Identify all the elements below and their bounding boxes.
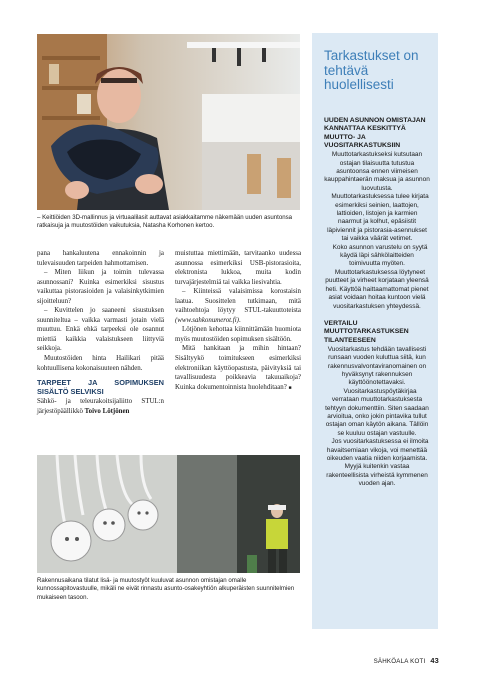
sidebar-title: Tarkastukset on tehtävä huolellisesti [324, 48, 419, 93]
sidebar-paragraph-3: Koko asunnon varustelu on syytä käydä läpi sähkölaitteiden toimivuutta myöten. [332, 243, 428, 268]
bottom-caption: Rakennusaikana tilatut lisä- ja muutostyöt kuuluvat asunnon omistajan omalle kunnossapitovastuulle, mikäli ne eivät rinnastu asunto-osakeyhtiön alkuperäisten suunnitelmien mukaiseen tasoon. [37, 577, 295, 601]
sidebar-paragraph-6: Vuositarkastuspöytäkirjaa verrataan muuttotarkastuksesta tehtyyn dokumenttiin. Siten saadaan arvioitua, onko jokin pintavika tullut ostajan oman käytön aikana. Tällöin se kuuluu ostajan vastuulle. [325, 387, 429, 437]
magazine-name: SÄHKÖALA KOTI [373, 658, 426, 665]
col1-subheading: TARPEET JA SOPIMUKSEN SISÄLTÖ SELVIKSI [37, 378, 164, 397]
col2-paragraph-4-text: Mitä hankitaan ja mihin hintaan? Sisältyykö toimitukseen esimerkiksi elektroniikan käyttöopastusta, päivityksiä tai tavallisuudesta poikkeavia takuuaikoja? Kuinka dokumentoinnista huolehditaan? [175, 345, 301, 391]
sidebar-paragraph-5: Vuositarkastus tehdään tavallisesti runsaan vuoden kuluttua siitä, kun rakennusvalvontaviranomainen on hyväksynyt rakennuksen käyttöönotettavaksi. [327, 345, 427, 387]
sidebar-box [312, 33, 438, 629]
sidebar-paragraph-4: Muuttotarkastuksessa löytyneet puutteet ja virheet korjataan yleensä heti. Käyttöä haittaamattomat pienet asiat voidaan hoitaa kuntoon vielä vuositarkastuksen yhteydessä. [325, 268, 429, 310]
woman-vr-headset-photo-icon [37, 34, 300, 210]
col2-paragraph-2-end: . [238, 316, 241, 324]
bottom-photo [37, 455, 300, 573]
outlets-and-electrician-photo-icon [37, 455, 300, 573]
col1-paragraph-1: pana hankaluutena ennakoinnin ja tulevaisuuden tarpeiden hahmottamisen. [37, 250, 164, 267]
column-2 [175, 249, 301, 393]
end-mark: ■ [288, 385, 292, 391]
col2-paragraph-1: muistuttaa miettimään, tarvitaanko uudessa asunnossa esimerkiksi USB-pistorasioita, elektronista lukkoa, muita kodin turvajärjestelmiä tai vaikka liesivahtia. [175, 250, 301, 286]
top-photo [37, 34, 300, 210]
top-caption: – Keittiöiden 3D-mallinnus ja virtuaalilasit auttavat asiakkaitamme näkemään uuden asuntonsa ratkaisuja ja muutostöiden vaikutuksia, Natasha Korhonen kertoo. [37, 214, 293, 230]
sidebar-heading-2: VERTAILU MUUTTOTARKASTUKSEN TILANTEESEEN [324, 319, 409, 344]
col2-paragraph-4 [175, 344, 301, 393]
col1-paragraph-4: Muutostöiden hinta Hailikari pitää kohtuullisena kokonaisuuteen nähden. [37, 355, 164, 372]
col1-paragraph-5 [37, 397, 164, 416]
col2-paragraph-2-text: – Kiinteissä valaisimissa korostaisin laatua. Suosittelen tutkimaan, mitä vaihtoehtoja löytyy STUL-takuuttoteista [175, 288, 301, 315]
col1-person-name: Toivo Lötjönen [84, 407, 130, 415]
col2-paragraph-3: Lötjönen kehottaa kiinnittämään huomiota myös muutostöiden sopimuksen sisältöön. [175, 326, 301, 343]
page-number: 43 [430, 656, 439, 665]
col2-weblink[interactable]: (www.sahkonumerot.fi) [175, 316, 239, 324]
col1-paragraph-5-text: Sähkö- ja teleurakoitsijaliitto STUL:n järjestöpäällikkö [37, 398, 164, 415]
col1-paragraph-2: – Miten liikun ja toimin tulevassa asunnossani? Kuinka esimerkiksi sisustus vaikuttaa pistorasioiden ja valaisinkytkimien sijoitteluun? [37, 269, 164, 305]
col1-paragraph-3: – Kuvittelen jo saaneeni sisustuksen suunniteltua – vaikka varmasti jotain vielä muuttuu. Enkä ehkä tarpeeksi ole osannut miettiä kaikkia valaistukseen liittyviä seikkoja. [37, 307, 164, 353]
page-footer [374, 656, 439, 665]
sidebar-paragraph-2: Muuttotarkastuksessa tulee kirjata esimerkiksi seinien, laattojen, lattioiden, listojen ja karmien naarmut ja kolhut, epäsiistit läpiviennit ja pistorasia-asennukset tai vaikka väärät vetimet. [327, 193, 429, 243]
sidebar-body [324, 117, 430, 489]
sidebar-paragraph-1: Muuttotarkastukseksi kutsutaan ostajan tilaisuutta tutustua asuntoonsa ennen viimeisen kauppahintaerän maksua ja asunnon luovutusta. [324, 151, 430, 192]
sidebar-heading-1: UUDEN ASUNNON OMISTAJAN KANNATTAA KESKITTYÄ MUUTTO- JA VUOSITARKASTUKSIIN [324, 117, 426, 149]
sidebar-paragraph-7: Jos vuositarkastuksessa ei ilmoita havaitsemiaan vikoja, voi menettää oikeuden vaatia niiden korjaamista. Myyjä kuitenkin vastaa rakenteellisista virheistä kymmenen vuoden ajan. [326, 438, 429, 488]
column-1 [37, 249, 164, 416]
col2-paragraph-2 [175, 287, 301, 325]
